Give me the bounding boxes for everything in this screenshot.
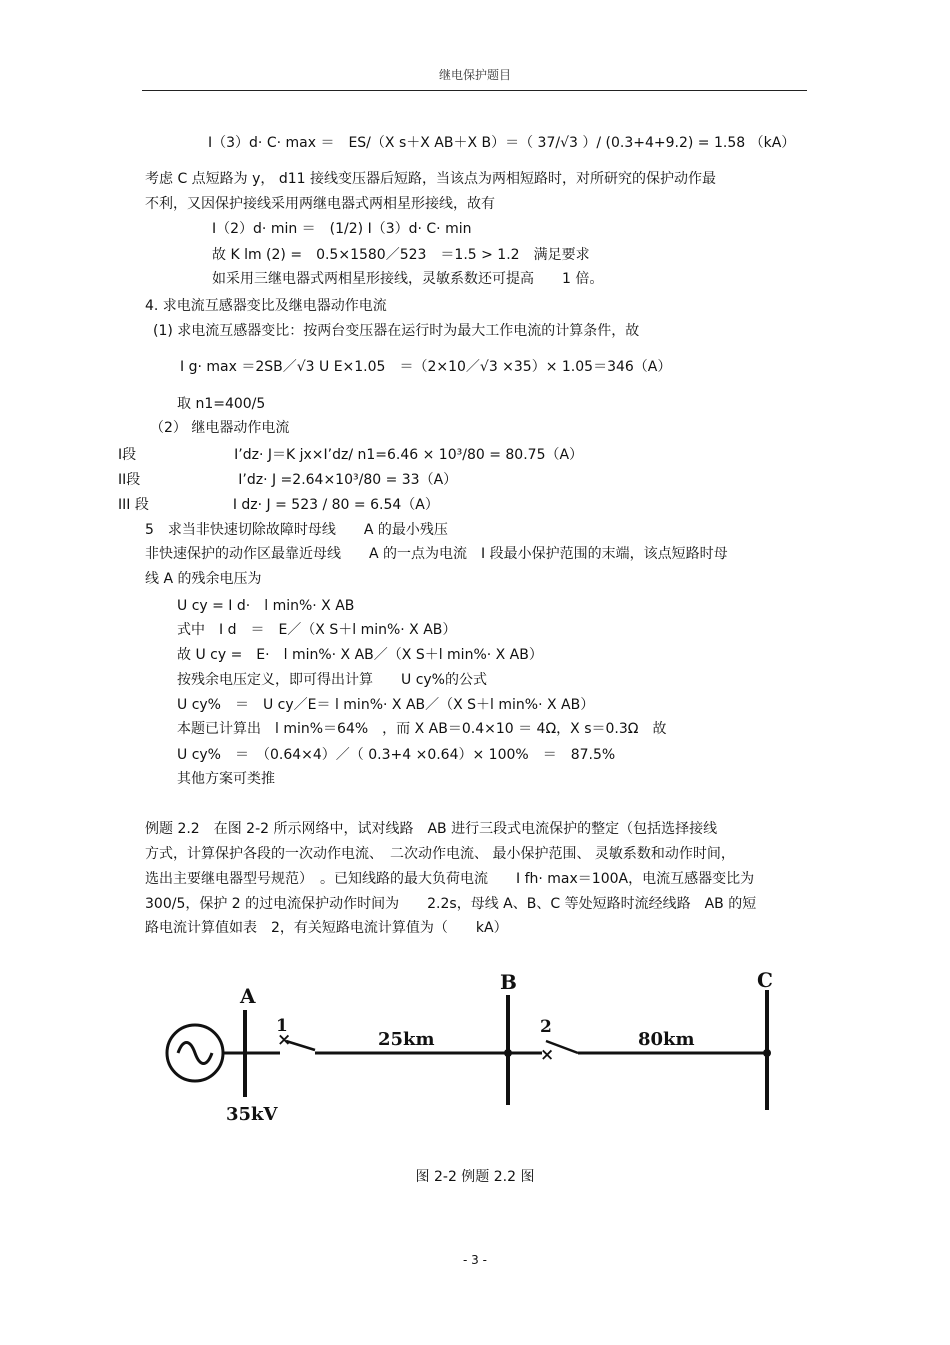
formula-line: U cy% ＝ U cy／E＝ l min%· X AB／（X S＋l min%· X AB） [177, 697, 595, 713]
text-line: 考虑 C 点短路为 y， d11 接线变压器后短路，当该点为两相短路时，对所研究的保护动作最 [145, 171, 717, 187]
breaker-2-label: 2 [540, 1017, 552, 1037]
formula-line: 故 U cy = E· l min%· X AB／（X S＋l min%· X AB） [177, 647, 543, 663]
text-line: 按残余电压定义，即可得出计算 U cy%的公式 [177, 672, 487, 688]
formula-line: 本题已计算出 l min%＝64% ，而 X AB＝0.4×10 ＝ 4Ω，X s＝0.3Ω 故 [177, 721, 667, 737]
text-line: 故 K lm (2) = 0.5×1580／523 ＝1.5 > 1.2 满足要求 [212, 247, 590, 263]
text-line: （2） 继电器动作电流 [150, 420, 290, 436]
formula-line: 式中 I d ＝ E／（X S＋l min%· X AB） [177, 622, 457, 638]
bus-c-label: C [757, 968, 773, 992]
bus-a-label: A [240, 984, 256, 1008]
voltage-label: 35kV [226, 1104, 278, 1125]
text-line: I段 I’dz· J＝K jx×I’dz/ n1=6.46 × 10³/80 = 80.75（A） [118, 447, 584, 463]
page-header: 继电保护题目 [438, 68, 511, 82]
text-line: 如采用三继电器式两相星形接线，灵敏系数还可提高 1 倍。 [212, 271, 604, 287]
text-line: 选出主要继电器型号规范） 。已知线路的最大负荷电流 I fh· max＝100A，电流互感器变比为 [145, 871, 755, 887]
bus-c-node [763, 1049, 771, 1057]
text-line: 线 A 的残余电压为 [145, 571, 262, 587]
text-line: I g· max ＝2SB／√3 U E×1.05 ＝（2×10／√3 ×35）× 1.05＝346（A） [180, 359, 672, 375]
text-line: 取 n1=400/5 [177, 396, 266, 412]
formula-line: U cy = I d· l min%· X AB [177, 598, 355, 614]
text-line: 非快速保护的动作区最靠近母线 A 的一点为电流 I 段最小保护范围的末端，该点短路时母 [145, 546, 728, 562]
example-heading: 例题 2.2 在图 2-2 所示网络中，试对线路 AB 进行三段式电流保护的整定（包括选择接线 [145, 821, 718, 837]
text-line: I（2）d· min ＝ (1/2) I（3）d· C· min [212, 221, 472, 237]
section-heading: 5 求当非快速切除故障时母线 A 的最小残压 [145, 522, 448, 538]
text-line: 其他方案可类推 [177, 771, 275, 787]
text-line: 方式，计算保护各段的一次动作电流、 二次动作电流、 最小保护范围、 灵敏系数和动作时间， [145, 846, 735, 862]
breaker-2-x-icon: × [540, 1045, 555, 1065]
text-line: 路电流计算值如表 2，有关短路电流计算值为（ kA） [145, 920, 508, 936]
breaker-1-label: 1 [276, 1016, 288, 1036]
text-line: III 段 I dz· J = 523 / 80 = 6.54（A） [118, 497, 439, 513]
text-line: 不利，又因保护接线采用两继电器式两相星形接线，故有 [145, 196, 495, 212]
page-number: - 3 - [463, 1253, 487, 1267]
text-line: I（3）d· C· max ＝ ES/（X s＋X AB＋X B）＝（ 37/√3 ）/ (0.3+4+9.2) = 1.58 （kA） [208, 135, 796, 151]
text-line: 300/5，保护 2 的过电流保护动作时间为 2.2s，母线 A、B、C 等处短路时流经线路 AB 的短 [145, 896, 757, 912]
bus-b-label: B [500, 970, 517, 994]
section-heading: 4. 求电流互感器变比及继电器动作电流 [145, 298, 387, 314]
text-line: II段 I’dz· J =2.64×10³/80 = 33（A） [118, 472, 458, 488]
formula-line: U cy% ＝ （0.64×4）／（ 0.3+4 ×0.64）× 100% ＝ 87.5% [177, 747, 616, 763]
line-ab-length-label: 25km [378, 1029, 435, 1050]
sine-wave-icon [178, 1043, 212, 1064]
figure-caption: 图 2-2 例题 2.2 图 [415, 1169, 535, 1185]
breaker-1-x-icon: × [277, 1030, 292, 1050]
text-line: (1) 求电流互感器变比：按两台变压器在运行时为最大工作电流的计算条件，故 [153, 323, 640, 339]
header-divider [142, 90, 807, 91]
network-diagram [150, 965, 790, 1130]
line-bc-length-label: 80km [638, 1029, 695, 1050]
